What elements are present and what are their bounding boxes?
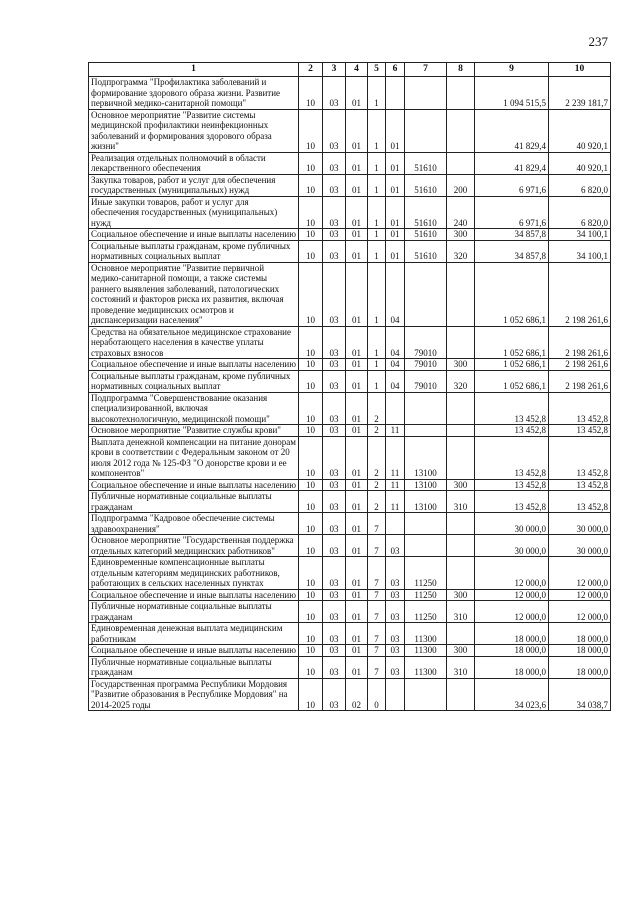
event-code-cell: 01 [386,229,405,241]
amount-year2-cell: 13 452,8 [549,425,611,437]
item-name-cell: Основное мероприятие "Развитие системы медицинской профилактики неинфекционных заболеваний и формирования здорового образа жизни" [89,109,299,152]
direction-code-cell [405,262,447,326]
event-code-cell: 03 [386,623,405,645]
column-header: 9 [475,63,549,77]
table-row [89,656,611,678]
table-body [89,77,611,711]
amount-year1-cell: 6 971,6 [475,174,549,196]
expense-type-cell [447,152,475,174]
event-code-cell [386,392,405,425]
expense-type-cell [447,436,475,479]
amount-year2-cell: 13 452,8 [549,436,611,479]
table-row [89,77,611,110]
table-row [89,479,611,491]
item-name-cell: Социальное обеспечение и иные выплаты населению [89,589,299,601]
subsection-code-cell: 03 [323,359,346,371]
expense-type-cell [447,513,475,535]
subsection-code-cell: 03 [323,656,346,678]
direction-code-cell: 11300 [405,656,447,678]
amount-year1-cell: 41 829,4 [475,152,549,174]
event-code-cell: 11 [386,491,405,513]
direction-code-cell: 13100 [405,479,447,491]
item-name-cell: Социальные выплаты гражданам, кроме публичных нормативных социальных выплат [89,370,299,392]
subprogram-code-cell: 0 [368,678,386,711]
subprogram-code-cell: 1 [368,370,386,392]
column-header: 3 [323,63,346,77]
table-row [89,326,611,359]
table-row [89,513,611,535]
direction-code-cell [405,77,447,110]
amount-year2-cell: 2 198 261,6 [549,370,611,392]
item-name-cell: Подпрограмма "Профилактика заболеваний и формирование здорового образа жизни. Развитие первичной медико-санитарной помощи" [89,77,299,110]
event-code-cell: 03 [386,557,405,590]
table-row [89,645,611,657]
item-name-cell: Социальное обеспечение и иные выплаты населению [89,645,299,657]
item-name-cell: Реализация отдельных полномочий в области лекарственного обеспечения [89,152,299,174]
column-header: 8 [447,63,475,77]
program-code-cell: 01 [346,623,368,645]
subprogram-code-cell: 2 [368,425,386,437]
column-header: 2 [299,63,323,77]
page-number: 237 [588,34,608,49]
amount-year2-cell: 18 000,0 [549,645,611,657]
event-code-cell: 04 [386,262,405,326]
amount-year2-cell: 2 198 261,6 [549,262,611,326]
expense-type-cell: 300 [447,359,475,371]
item-name-cell: Средства на обязательное медицинское страхование неработающего населения в качестве уплаты страховых взносов [89,326,299,359]
direction-code-cell: 79010 [405,370,447,392]
amount-year2-cell: 18 000,0 [549,656,611,678]
program-code-cell: 02 [346,678,368,711]
amount-year1-cell: 13 452,8 [475,479,549,491]
direction-code-cell [405,678,447,711]
subprogram-code-cell: 1 [368,240,386,262]
expense-type-cell: 310 [447,656,475,678]
section-code-cell: 10 [299,678,323,711]
amount-year2-cell: 34 100,1 [549,240,611,262]
subprogram-code-cell: 7 [368,601,386,623]
subprogram-code-cell: 2 [368,436,386,479]
amount-year2-cell: 30 000,0 [549,513,611,535]
program-code-cell: 01 [346,262,368,326]
amount-year1-cell: 12 000,0 [475,557,549,590]
event-code-cell: 03 [386,535,405,557]
table-row [89,678,611,711]
table-row [89,589,611,601]
table-row [89,535,611,557]
table-row [89,623,611,645]
subsection-code-cell: 03 [323,370,346,392]
subsection-code-cell: 03 [323,326,346,359]
program-code-cell: 01 [346,535,368,557]
table-row [89,370,611,392]
expense-type-cell [447,77,475,110]
event-code-cell: 11 [386,479,405,491]
event-code-cell: 03 [386,589,405,601]
subprogram-code-cell: 1 [368,229,386,241]
direction-code-cell: 11250 [405,601,447,623]
table-row [89,436,611,479]
section-code-cell: 10 [299,359,323,371]
direction-code-cell: 11300 [405,645,447,657]
amount-year1-cell: 1 052 686,1 [475,262,549,326]
amount-year2-cell: 13 452,8 [549,479,611,491]
subsection-code-cell: 03 [323,152,346,174]
program-code-cell: 01 [346,240,368,262]
column-header: 10 [549,63,611,77]
program-code-cell: 01 [346,589,368,601]
item-name-cell: Государственная программа Республики Мордовия "Развитие образования в Республике Мордовия" на 2014-2025 годы [89,678,299,711]
table-row [89,262,611,326]
subsection-code-cell: 03 [323,601,346,623]
subsection-code-cell: 03 [323,109,346,152]
table-row [89,425,611,437]
table-row [89,392,611,425]
event-code-cell: 01 [386,240,405,262]
expense-type-cell: 300 [447,589,475,601]
event-code-cell: 11 [386,425,405,437]
amount-year1-cell: 1 052 686,1 [475,359,549,371]
subprogram-code-cell: 1 [368,196,386,229]
direction-code-cell [405,425,447,437]
direction-code-cell: 11250 [405,557,447,590]
amount-year1-cell: 18 000,0 [475,656,549,678]
section-code-cell: 10 [299,656,323,678]
amount-year2-cell: 13 452,8 [549,491,611,513]
program-code-cell: 01 [346,513,368,535]
table-row [89,491,611,513]
section-code-cell: 10 [299,370,323,392]
section-code-cell: 10 [299,109,323,152]
item-name-cell: Основное мероприятие "Развитие первичной медико-санитарной помощи, а также системы раннего выявления заболеваний, патологических состояний и факторов риска их развития, включая проведение медицинских осмотров и диспансеризации населения" [89,262,299,326]
item-name-cell: Подпрограмма "Кадровое обеспечение системы здравоохранения" [89,513,299,535]
subprogram-code-cell: 7 [368,535,386,557]
direction-code-cell: 79010 [405,359,447,371]
program-code-cell: 01 [346,557,368,590]
amount-year2-cell: 6 820,0 [549,174,611,196]
program-code-cell: 01 [346,229,368,241]
expense-type-cell: 240 [447,196,475,229]
subprogram-code-cell: 1 [368,109,386,152]
column-header: 6 [386,63,405,77]
direction-code-cell: 11300 [405,623,447,645]
amount-year2-cell: 40 920,1 [549,152,611,174]
expense-type-cell [447,623,475,645]
program-code-cell: 01 [346,425,368,437]
subsection-code-cell: 03 [323,491,346,513]
expense-type-cell: 310 [447,491,475,513]
subsection-code-cell: 03 [323,229,346,241]
event-code-cell: 03 [386,645,405,657]
item-name-cell: Публичные нормативные социальные выплаты гражданам [89,491,299,513]
section-code-cell: 10 [299,174,323,196]
subprogram-code-cell: 7 [368,557,386,590]
event-code-cell: 03 [386,656,405,678]
item-name-cell: Публичные нормативные социальные выплаты гражданам [89,601,299,623]
column-header: 7 [405,63,447,77]
subprogram-code-cell: 1 [368,262,386,326]
program-code-cell: 01 [346,196,368,229]
subprogram-code-cell: 1 [368,359,386,371]
direction-code-cell [405,535,447,557]
table-row [89,174,611,196]
subprogram-code-cell: 1 [368,326,386,359]
budget-table [88,62,611,711]
section-code-cell: 10 [299,77,323,110]
expense-type-cell [447,557,475,590]
expense-type-cell [447,425,475,437]
subsection-code-cell: 03 [323,436,346,479]
event-code-cell [386,513,405,535]
subsection-code-cell: 03 [323,425,346,437]
subsection-code-cell: 03 [323,678,346,711]
direction-code-cell: 79010 [405,326,447,359]
program-code-cell: 01 [346,491,368,513]
amount-year2-cell: 12 000,0 [549,589,611,601]
program-code-cell: 01 [346,152,368,174]
amount-year1-cell: 12 000,0 [475,589,549,601]
table-row [89,109,611,152]
expense-type-cell: 200 [447,174,475,196]
subprogram-code-cell: 7 [368,589,386,601]
program-code-cell: 01 [346,479,368,491]
event-code-cell: 01 [386,152,405,174]
amount-year2-cell: 12 000,0 [549,557,611,590]
section-code-cell: 10 [299,589,323,601]
amount-year2-cell: 34 100,1 [549,229,611,241]
amount-year1-cell: 30 000,0 [475,535,549,557]
subprogram-code-cell: 7 [368,623,386,645]
program-code-cell: 01 [346,645,368,657]
section-code-cell: 10 [299,262,323,326]
subsection-code-cell: 03 [323,535,346,557]
subprogram-code-cell: 1 [368,77,386,110]
section-code-cell: 10 [299,645,323,657]
table-row [89,601,611,623]
subprogram-code-cell: 7 [368,513,386,535]
item-name-cell: Закупка товаров, работ и услуг для обеспечения государственных (муниципальных) нужд [89,174,299,196]
subprogram-code-cell: 1 [368,174,386,196]
subprogram-code-cell: 2 [368,392,386,425]
amount-year2-cell: 30 000,0 [549,535,611,557]
item-name-cell: Социальное обеспечение и иные выплаты населению [89,359,299,371]
amount-year2-cell: 6 820,0 [549,196,611,229]
amount-year1-cell: 13 452,8 [475,491,549,513]
section-code-cell: 10 [299,326,323,359]
section-code-cell: 10 [299,436,323,479]
section-code-cell: 10 [299,240,323,262]
direction-code-cell [405,392,447,425]
expense-type-cell [447,535,475,557]
direction-code-cell: 51610 [405,240,447,262]
subsection-code-cell: 03 [323,513,346,535]
direction-code-cell: 51610 [405,174,447,196]
amount-year1-cell: 18 000,0 [475,623,549,645]
item-name-cell: Социальные выплаты гражданам, кроме публичных нормативных социальных выплат [89,240,299,262]
expense-type-cell [447,109,475,152]
section-code-cell: 10 [299,513,323,535]
item-name-cell: Социальное обеспечение и иные выплаты населению [89,229,299,241]
table-row [89,557,611,590]
amount-year2-cell: 12 000,0 [549,601,611,623]
amount-year2-cell: 2 198 261,6 [549,359,611,371]
section-code-cell: 10 [299,491,323,513]
item-name-cell: Иные закупки товаров, работ и услуг для обеспечения государственных (муниципальных) нужд [89,196,299,229]
section-code-cell: 10 [299,196,323,229]
item-name-cell: Единовременные компенсационные выплаты отдельным категориям медицинских работников, работающих в сельских населенных пунктах [89,557,299,590]
amount-year1-cell: 6 971,6 [475,196,549,229]
program-code-cell: 01 [346,370,368,392]
item-name-cell: Единовременная денежная выплата медицинским работникам [89,623,299,645]
amount-year2-cell: 2 198 261,6 [549,326,611,359]
subsection-code-cell: 03 [323,623,346,645]
program-code-cell: 01 [346,601,368,623]
section-code-cell: 10 [299,479,323,491]
amount-year1-cell: 30 000,0 [475,513,549,535]
expense-type-cell [447,262,475,326]
item-name-cell: Публичные нормативные социальные выплаты гражданам [89,656,299,678]
item-name-cell: Выплата денежной компенсации на питание донорам крови в соответствии с Федеральным законом от 20 июля 2012 года № 125-ФЗ "О донорстве крови и ее компонентов" [89,436,299,479]
program-code-cell: 01 [346,359,368,371]
amount-year1-cell: 34 023,6 [475,678,549,711]
amount-year2-cell: 18 000,0 [549,623,611,645]
direction-code-cell [405,109,447,152]
program-code-cell: 01 [346,77,368,110]
subsection-code-cell: 03 [323,479,346,491]
direction-code-cell: 13100 [405,491,447,513]
table-row [89,359,611,371]
subsection-code-cell: 03 [323,196,346,229]
section-code-cell: 10 [299,152,323,174]
subprogram-code-cell: 7 [368,656,386,678]
direction-code-cell: 51610 [405,152,447,174]
amount-year1-cell: 41 829,4 [475,109,549,152]
section-code-cell: 10 [299,557,323,590]
subsection-code-cell: 03 [323,589,346,601]
direction-code-cell: 11250 [405,589,447,601]
column-header: 1 [89,63,299,77]
amount-year1-cell: 13 452,8 [475,436,549,479]
event-code-cell: 04 [386,359,405,371]
section-code-cell: 10 [299,623,323,645]
subsection-code-cell: 03 [323,392,346,425]
expense-type-cell: 300 [447,479,475,491]
table-row [89,240,611,262]
section-code-cell: 10 [299,229,323,241]
direction-code-cell: 51610 [405,196,447,229]
amount-year1-cell: 1 052 686,1 [475,370,549,392]
expense-type-cell: 320 [447,370,475,392]
direction-code-cell [405,513,447,535]
amount-year1-cell: 13 452,8 [475,392,549,425]
amount-year1-cell: 34 857,8 [475,229,549,241]
event-code-cell: 04 [386,370,405,392]
expense-type-cell [447,392,475,425]
amount-year2-cell: 34 038,7 [549,678,611,711]
table-row [89,229,611,241]
subprogram-code-cell: 1 [368,152,386,174]
event-code-cell [386,77,405,110]
expense-type-cell [447,678,475,711]
amount-year2-cell: 2 239 181,7 [549,77,611,110]
subprogram-code-cell: 2 [368,479,386,491]
item-name-cell: Подпрограмма "Совершенствование оказания специализированной, включая высокотехнологичную, медицинской помощи" [89,392,299,425]
table-row [89,196,611,229]
amount-year1-cell: 12 000,0 [475,601,549,623]
item-name-cell: Основное мероприятие "Развитие службы крови" [89,425,299,437]
program-code-cell: 01 [346,656,368,678]
item-name-cell: Социальное обеспечение и иные выплаты населению [89,479,299,491]
event-code-cell [386,678,405,711]
expense-type-cell: 300 [447,645,475,657]
event-code-cell: 01 [386,174,405,196]
item-name-cell: Основное мероприятие "Государственная поддержка отдельных категорий медицинских работников" [89,535,299,557]
amount-year1-cell: 18 000,0 [475,645,549,657]
table-row [89,152,611,174]
subprogram-code-cell: 2 [368,491,386,513]
amount-year2-cell: 13 452,8 [549,392,611,425]
expense-type-cell: 310 [447,601,475,623]
amount-year2-cell: 40 920,1 [549,109,611,152]
subsection-code-cell: 03 [323,240,346,262]
column-header: 4 [346,63,368,77]
section-code-cell: 10 [299,535,323,557]
amount-year1-cell: 13 452,8 [475,425,549,437]
column-header: 5 [368,63,386,77]
section-code-cell: 10 [299,392,323,425]
event-code-cell: 03 [386,601,405,623]
subsection-code-cell: 03 [323,557,346,590]
section-code-cell: 10 [299,425,323,437]
amount-year1-cell: 34 857,8 [475,240,549,262]
expense-type-cell: 320 [447,240,475,262]
program-code-cell: 01 [346,392,368,425]
program-code-cell: 01 [346,326,368,359]
subsection-code-cell: 03 [323,262,346,326]
table-header-row [89,63,611,77]
program-code-cell: 01 [346,174,368,196]
event-code-cell: 11 [386,436,405,479]
subsection-code-cell: 03 [323,77,346,110]
program-code-cell: 01 [346,436,368,479]
amount-year1-cell: 1 052 686,1 [475,326,549,359]
expense-type-cell [447,326,475,359]
direction-code-cell: 13100 [405,436,447,479]
event-code-cell: 04 [386,326,405,359]
subprogram-code-cell: 7 [368,645,386,657]
event-code-cell: 01 [386,109,405,152]
expense-type-cell: 300 [447,229,475,241]
amount-year1-cell: 1 094 515,5 [475,77,549,110]
subsection-code-cell: 03 [323,174,346,196]
program-code-cell: 01 [346,109,368,152]
subsection-code-cell: 03 [323,645,346,657]
event-code-cell: 01 [386,196,405,229]
section-code-cell: 10 [299,601,323,623]
direction-code-cell: 51610 [405,229,447,241]
